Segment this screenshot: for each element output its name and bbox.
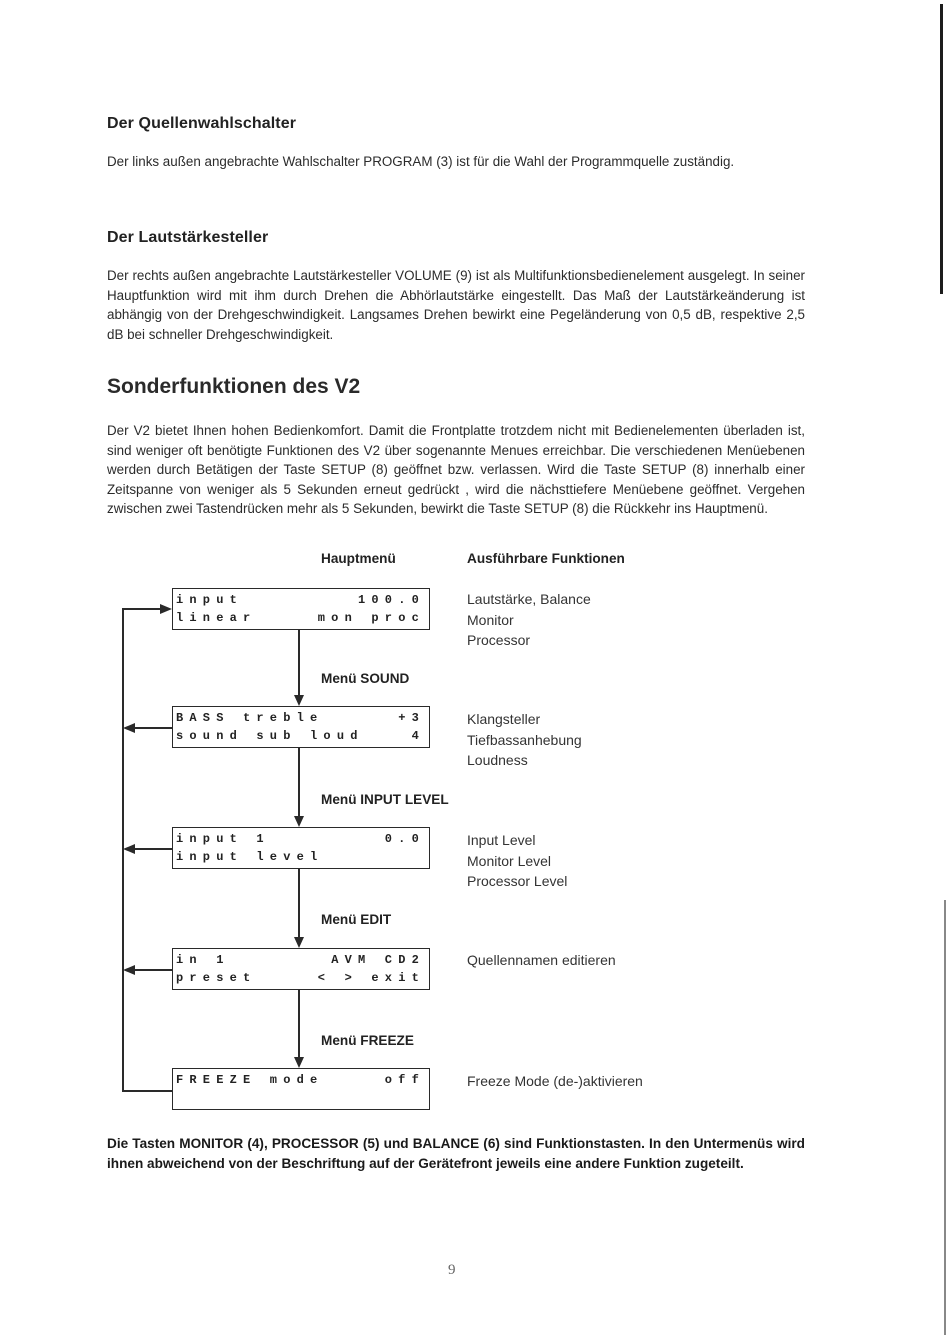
exit-line [130,969,172,971]
function-item: Freeze Mode (de-)aktivieren [467,1073,643,1089]
page-number: 9 [448,1262,456,1278]
section-heading-quellenwahlschalter: Der Quellenwahlschalter [107,115,297,132]
lcd-line2-left: linear [176,611,257,625]
function-item: Processor Level [467,873,568,889]
lcd-line1-right: +3 [398,711,425,725]
arrow-left-icon [123,844,135,854]
lcd-display-freeze [172,1068,430,1110]
paragraph-lautstaerkesteller: Der rechts außen angebrachte Lautstärkesteller VOLUME (9) ist als Multifunktionsbedienelement ausgelegt. In seiner Hauptfunktion wird mit ihm durch Drehen die Abhörlautstärke eingestellt. Das Maß der Lautstärkeänderung ist abhängig von der Drehgeschwindigkeit. Langsames Drehen bewirkt eine Pegeländerung von 0,5 dB, respektive 2,5 dB bei schneller Drehgeschwindigkeit. [107,268,805,342]
lcd-line1-left: FREEZE mode [176,1073,324,1087]
lcd-line2-left: sound sub loud [176,729,364,743]
lcd-line1-right: 0.0 [384,832,425,846]
lcd-line1-right: AVM CD2 [331,953,425,967]
column-header-hauptmenu: Hauptmenü [321,551,396,566]
lcd-line2-right: 4 [411,729,425,743]
function-item: Lautstärke, Balance [467,591,591,607]
function-list-freeze [467,1071,643,1092]
function-item: Monitor Level [467,852,552,869]
lcd-line2-right: mon proc [317,611,425,625]
lcd-line2-right: < > exit [317,971,425,985]
return-loop-top [122,608,162,610]
function-item: Processor [467,632,531,648]
function-item: Monitor [467,611,514,628]
scan-edge-line [944,900,946,1335]
section-heading-lautstaerkesteller: Der Lautstärkesteller [107,229,269,246]
arrow-down-icon [294,937,304,948]
function-list-input-level [467,830,567,892]
lcd-line2-left: input level [176,850,324,864]
arrow-left-icon [123,965,135,975]
arrow-right-icon [160,604,172,614]
lcd-display-hauptmenu [172,588,430,630]
lcd-display-input-level [172,827,430,869]
function-list-edit [467,950,616,971]
arrow-down-icon [294,695,304,706]
return-loop-bottom [122,1090,172,1092]
function-item: Quellennamen editieren [467,952,616,968]
scan-edge-line [940,4,943,294]
arrow-down-icon [294,816,304,827]
lcd-line2-left: preset [176,971,257,985]
connector-line [298,869,300,938]
lcd-line1-left: input [176,593,244,607]
lcd-line1-left: in 1 [176,953,230,967]
menu-label-sound: Menü SOUND [321,671,410,686]
function-keys-note: Die Tasten MONITOR (4), PROCESSOR (5) und BALANCE (6) sind Funktionstasten. In den Untermenüs wird ihnen abweichend von der Beschriftung auf der Gerätefront jeweils eine andere Funktion zugeteilt. [107,1136,805,1171]
function-item: Loudness [467,752,528,768]
connector-line [298,990,300,1058]
lcd-line1-right: off [384,1073,425,1087]
exit-line [130,848,172,850]
section-heading-sonderfunktionen: Sonderfunktionen des V2 [107,375,361,398]
lcd-line1-right: 100.0 [357,593,425,607]
lcd-line1-left: BASS treble [176,711,324,725]
function-item: Tiefbassanhebung [467,731,582,748]
function-list-hauptmenu [467,589,591,651]
function-list-sound [467,709,582,771]
function-item: Klangsteller [467,711,541,727]
lcd-line1-left: input 1 [176,832,270,846]
connector-line [298,630,300,696]
menu-label-freeze: Menü FREEZE [321,1033,414,1048]
lcd-display-sound [172,706,430,748]
connector-line [298,748,300,817]
paragraph-sonderfunktionen: Der V2 bietet Ihnen hohen Bedienkomfort. Damit die Frontplatte trotzdem nicht mit Bedienelementen überladen ist, sind weniger oft benötigte Funktionen des V2 über sogenannte Menues erreichbar. Die verschiedenen Menüebenen werden durch Betätigen der Taste SETUP (8) geöffnet bzw. verlassen. Wird die Taste SETUP (8) innerhalb einer Zeitspanne von weniger als 5 Sekunden erneut gedrückt , wird die nächsttiefere Menüebene geöffnet. Vergehen zwischen zwei Tastendrücken mehr als 5 Sekunden, bewirkt die Taste SETUP (8) die Rückkehr ins Hauptmenü. [107,423,805,516]
menu-label-input-level: Menü INPUT LEVEL [321,792,449,807]
paragraph-quellenwahlschalter: Der links außen angebrachte Wahlschalter PROGRAM (3) ist für die Wahl der Programmquelle zuständig. [107,154,735,169]
menu-label-edit: Menü EDIT [321,912,392,927]
column-header-functions: Ausführbare Funktionen [467,551,625,566]
arrow-down-icon [294,1057,304,1068]
arrow-left-icon [123,723,135,733]
exit-line [130,727,172,729]
function-item: Input Level [467,832,536,848]
lcd-display-edit [172,948,430,990]
